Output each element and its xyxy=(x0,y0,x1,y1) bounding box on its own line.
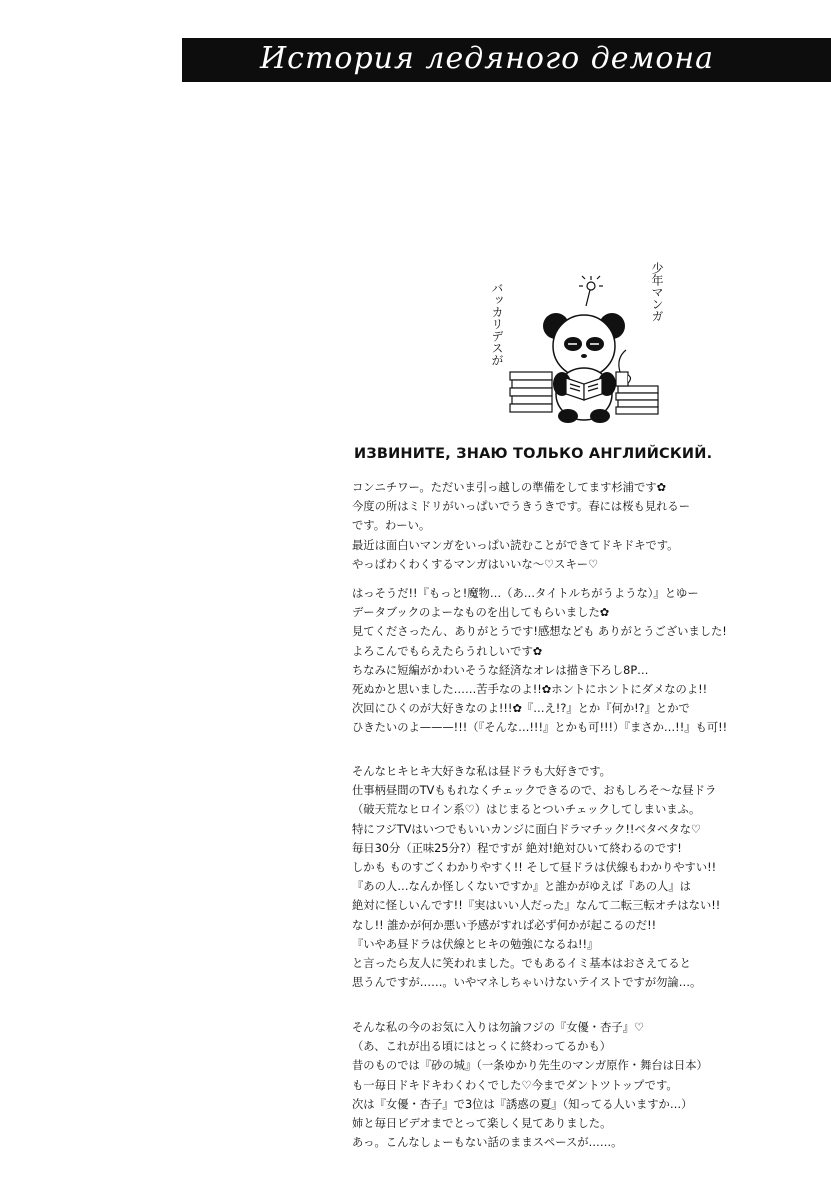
text-line: 最近は面白いマンガをいっぱい読むことができてドキドキです。 xyxy=(352,538,679,552)
mug xyxy=(616,350,631,386)
text-line: ひきたいのよ———!!!（『そんな…!!!』とかも可!!!）『まさか…!!』も可!! xyxy=(352,721,728,735)
text-line: 今度の所はミドリがいっぱいでうきうきです。春には桜も見れるー xyxy=(352,500,691,514)
text-line: データブックのよーなものを出してもらいました✿ xyxy=(352,606,610,620)
text-line: 『いやあ昼ドラは伏線とヒキの勉強になるね!!』 xyxy=(352,937,599,951)
text-line: あっ。こんなしょーもない話のままスペースが……。 xyxy=(352,1136,623,1150)
text-line: 姉と毎日ビデオまでとって楽しく見てありました。 xyxy=(352,1117,612,1131)
text-line: も一毎日ドキドキわくわくでした♡今までダントツトップです。 xyxy=(352,1078,678,1092)
text-line: （あ、これが出る頃にはとっくに終わってるかも） xyxy=(352,1040,612,1054)
text-line: よろこんでもらえたらうれしいです✿ xyxy=(352,644,543,658)
idea-spark xyxy=(579,276,603,306)
paragraph-4 xyxy=(352,1018,777,1152)
text-line: 仕事柄昼間のTVももれなくチェックできるので、おもしろそ～な昼ドラ xyxy=(352,784,717,798)
text-line: コンニチワー。ただいま引っ越しの準備をしてます杉浦です✿ xyxy=(352,481,667,494)
book-stack-right xyxy=(616,386,658,414)
text-line: 絶対に怪しいんです!!『実はいい人だった』なんて二転三転オチはない!! xyxy=(352,899,721,913)
text-line: 死ぬかと思いました……苦手なのよ!!✿ホントにホントにダメなのよ!! xyxy=(352,683,708,697)
text-line: やっぱわくわくするマンガはいいな～♡スキー♡ xyxy=(352,557,599,571)
illustration-note-left: バッカリデスが xyxy=(490,282,504,366)
text-line: そんなヒキヒキ大好きな私は昼ドラも大好きです。 xyxy=(352,765,611,778)
text-line: 見てくださったん、ありがとうです!感想なども ありがとうございました! xyxy=(352,625,727,639)
text-line: なし!! 誰かが何か悪い予感がすれば必ず何かが起こるのだ!! xyxy=(352,918,657,932)
title-banner xyxy=(182,38,831,82)
section-heading: ИЗВИНИТЕ, ЗНАЮ ТОЛЬКО АНГЛИЙСКИЙ. xyxy=(354,446,713,462)
text-line: はっそうだ!!『もっと!魔物…（あ…タイトルちがうような）』とゆー xyxy=(352,587,699,600)
text-line: 『あの人…なんか怪しくないですか』と誰かがゆえば『あの人』は xyxy=(352,880,691,894)
paragraph-1 xyxy=(352,478,777,574)
text-line: 毎日30分（正味25分?）程ですが 絶対!絶対ひいて終わるのです! xyxy=(352,841,682,855)
text-line: 昔のものでは『砂の城』（一条ゆかり先生のマンガ原作・舞台は日本） xyxy=(352,1059,708,1073)
text-line: ちなみに短編がかわいそうな経済なオレは描き下ろし8P… xyxy=(352,663,649,677)
illustration-note-right: 少年マンガ xyxy=(650,262,664,322)
text-line: です。わーい。 xyxy=(352,519,431,533)
text-line: しかも ものすごくわかりやすく!! そして昼ドラは伏線もわかりやすい!! xyxy=(352,861,717,875)
paragraph-3 xyxy=(352,762,777,992)
book-stack-left xyxy=(510,372,552,412)
page-title: История ледяного демона xyxy=(260,41,715,76)
text-line: 思うんですが……。いやマネしちゃいけないテイストですが勿論…。 xyxy=(352,976,702,990)
text-line: 特にフジTVはいつでもいいカンジに面白ドラマチック!!ベタベタな♡ xyxy=(352,822,702,836)
text-line: 次は『女優・杏子』で3位は『誘惑の夏』（知ってる人いますか…） xyxy=(352,1097,693,1111)
text-line: そんな私の今のお気に入りは勿論フジの『女優・杏子』♡ xyxy=(352,1021,645,1034)
text-line: と言ったら友人に笑われました。でもあるイミ基本はおさえてると xyxy=(352,957,691,971)
paragraph-2 xyxy=(352,584,777,738)
text-line: （破天荒なヒロイン系♡）はじまるとついチェックしてしまいまふ。 xyxy=(352,803,701,817)
text-line: 次回にひくのが大好きなのよ!!!✿『…え!?』とか『何か!?』とかで xyxy=(352,702,690,716)
